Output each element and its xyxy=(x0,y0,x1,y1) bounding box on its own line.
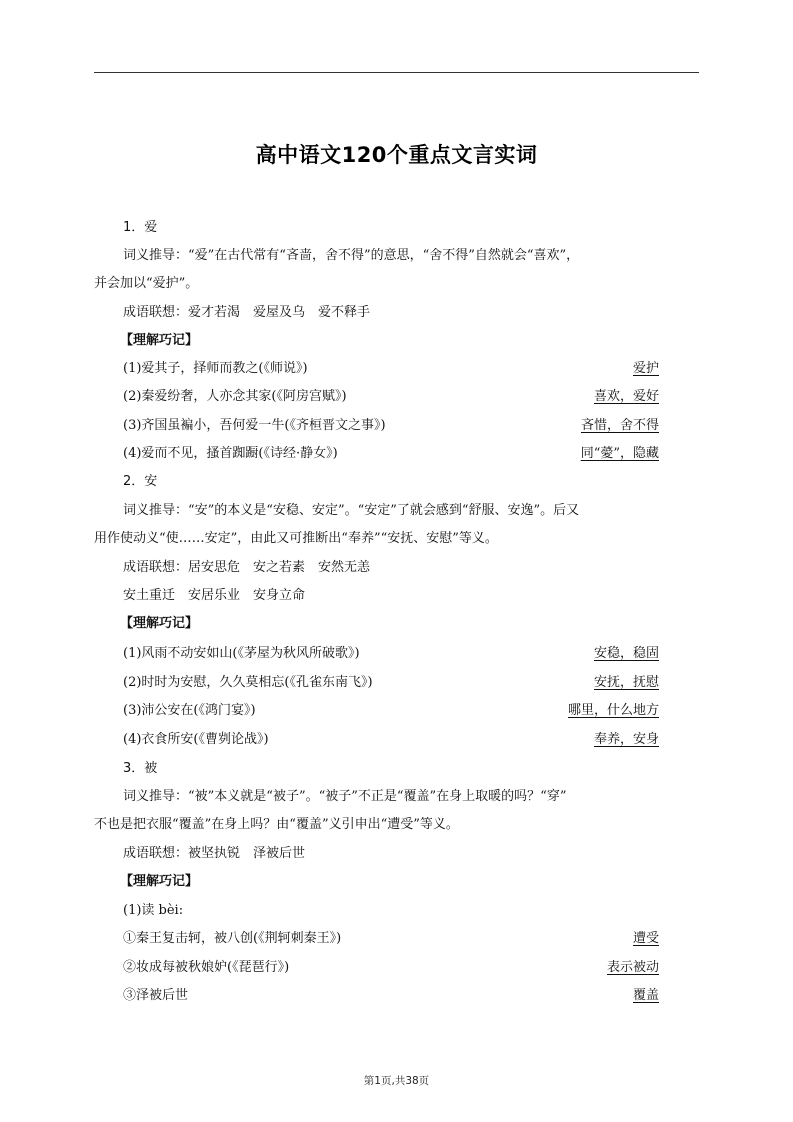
derivation-text: 词义推导：“被”本义就是“被子”。“被子”不正是“覆盖”在身上取暖的吗？“穿” xyxy=(123,789,567,804)
memo-label: 【理解巧记】 xyxy=(120,333,199,348)
example-meaning: 遭受 xyxy=(632,931,659,946)
example-meaning: 奉养，安身 xyxy=(593,732,659,747)
example-row xyxy=(123,959,659,977)
example-meaning: 表示被动 xyxy=(606,960,659,975)
example-row xyxy=(123,674,659,692)
example-source: (2)秦爱纷奢，人亦念其家(《阿房宫赋》) xyxy=(123,389,347,404)
example-row xyxy=(123,388,659,406)
page-number: 第1页,共38页 xyxy=(363,1075,430,1087)
example-meaning: 安稳，稳固 xyxy=(593,646,659,661)
derivation-text: 不也是把衣服“覆盖”在身上吗？由“覆盖”义引申出“遭受”等义。 xyxy=(94,817,459,832)
example-row xyxy=(123,645,659,663)
example-source: (3)齐国虽褊小，吾何爱一牛(《齐桓晋文之事》) xyxy=(123,418,386,433)
derivation-text: 用作使动义“使……安定”，由此又可推断出“奉养”“安抚、安慰”等义。 xyxy=(94,531,498,546)
idiom-text: 成语联想：被坚执锐 泽被后世 xyxy=(123,846,306,861)
example-row xyxy=(123,731,659,749)
example-row xyxy=(123,445,659,463)
entry-heading: 3．被 xyxy=(123,761,158,776)
example-meaning: 爱护 xyxy=(632,361,659,376)
idiom-text: 安土重迁 安居乐业 安身立命 xyxy=(123,588,306,603)
example-meaning: 哪里，什么地方 xyxy=(567,703,659,718)
example-row xyxy=(123,930,659,948)
example-row xyxy=(123,702,659,720)
example-row xyxy=(123,360,659,378)
example-meaning: 安抚，抚慰 xyxy=(593,675,659,690)
example-source: ③泽被后世 xyxy=(123,988,189,1003)
entry-heading: 2．安 xyxy=(123,474,158,489)
example-source: (1)爱其子，择师而教之(《师说》) xyxy=(123,361,308,376)
example-source: ②妆成每被秋娘妒(《琵琶行》) xyxy=(123,960,290,975)
entry-heading: 1．爱 xyxy=(123,220,158,235)
example-meaning: 覆盖 xyxy=(632,988,659,1003)
reading-label: (1)读 bèi: xyxy=(123,903,184,918)
header-rule xyxy=(94,72,699,73)
example-source: (2)时时为安慰，久久莫相忘(《孔雀东南飞》) xyxy=(123,675,373,690)
example-source: (4)爱而不见，搔首踟蹰(《诗经·静女》) xyxy=(123,446,338,461)
example-meaning: 喜欢，爱好 xyxy=(593,389,659,404)
example-source: ①秦王复击轲，被八创(《荆轲刺秦王》) xyxy=(123,931,342,946)
example-meaning: 同“薆”，隐藏 xyxy=(580,446,659,461)
example-meaning: 吝惜，舍不得 xyxy=(580,418,659,433)
example-row xyxy=(123,417,659,435)
idiom-text: 成语联想：居安思危 安之若素 安然无恙 xyxy=(123,560,371,575)
memo-label: 【理解巧记】 xyxy=(120,616,199,631)
example-source: (1)风雨不动安如山(《茅屋为秋风所破歌》) xyxy=(123,646,360,661)
example-source: (3)沛公安在(《鸿门宴》) xyxy=(123,703,256,718)
memo-label: 【理解巧记】 xyxy=(120,874,199,889)
derivation-text: 词义推导：“安”的本义是“安稳、安定”。“安定”了就会感到“舒服、安逸”。后又 xyxy=(123,503,580,518)
derivation-text: 词义推导：“爱”在古代常有“吝啬，舍不得”的意思，“舍不得”自然就会“喜欢”， xyxy=(123,248,580,263)
idiom-text: 成语联想：爱才若渴 爱屋及乌 爱不释手 xyxy=(123,305,371,320)
example-source: (4)衣食所安(《曹刿论战》) xyxy=(123,732,269,747)
derivation-text: 并会加以“爱护”。 xyxy=(94,276,199,291)
page-title: 高中语文120个重点文言实词 xyxy=(255,143,538,167)
example-row xyxy=(123,987,659,1005)
